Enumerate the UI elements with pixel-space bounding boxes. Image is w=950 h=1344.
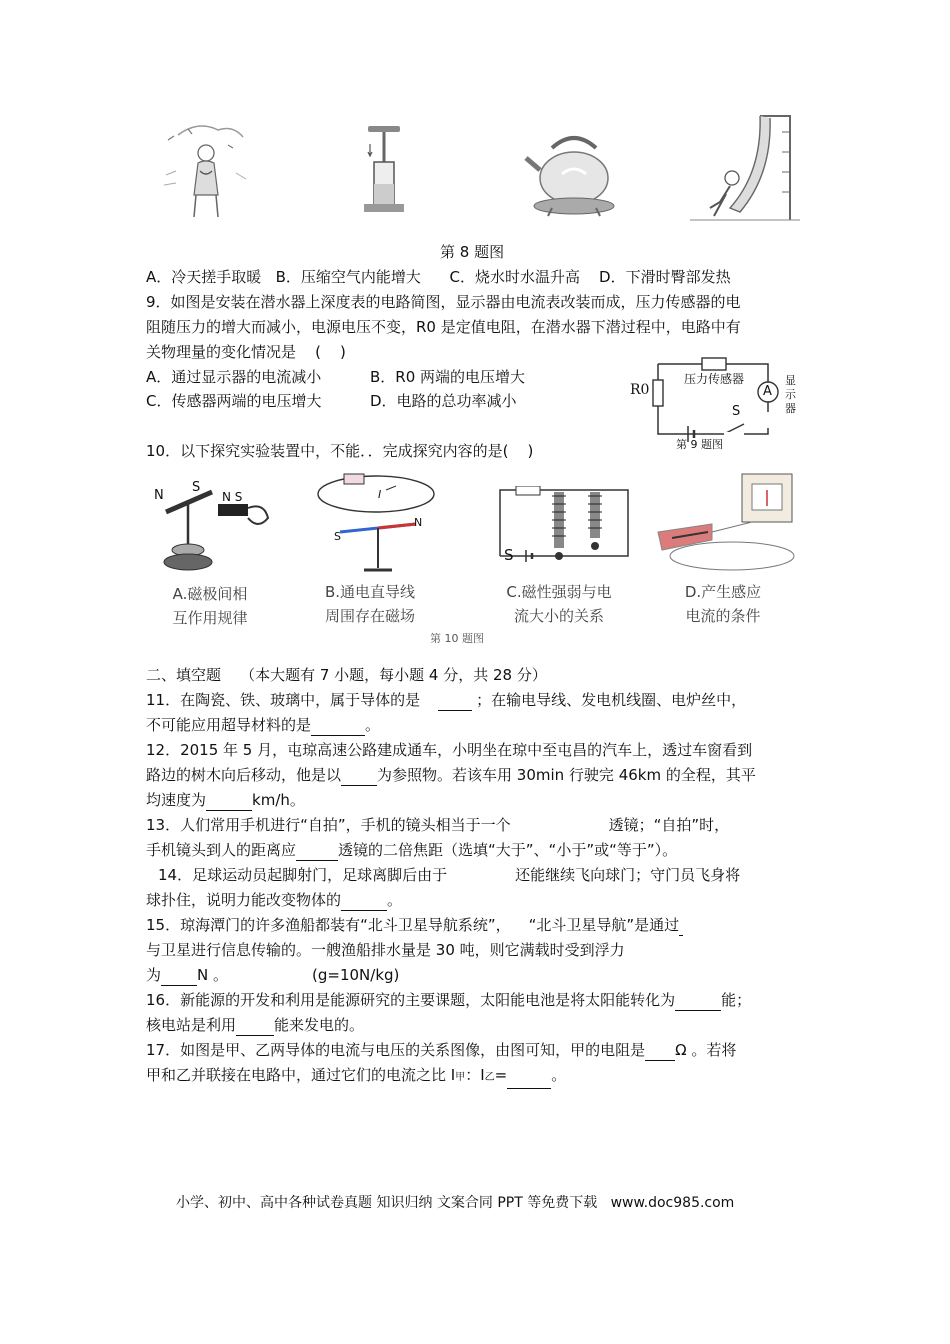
- q8-figure-air-pump: [354, 122, 414, 218]
- q12-text-3b: km/h。: [252, 791, 305, 809]
- q15-line3: [146, 964, 399, 986]
- q16-text-2a: 核电站是利用: [146, 1016, 237, 1034]
- q11-blank-2[interactable]: [311, 719, 365, 736]
- q12-line3: [146, 789, 305, 811]
- q9-circuit-switch-label: S: [732, 404, 741, 419]
- q11-blank-1[interactable]: [438, 694, 472, 711]
- q16-line1: [146, 989, 751, 1011]
- q9-circuit-display-label-1: 显: [785, 374, 796, 387]
- section2-heading: 二、填空题 （本大题有 7 小题，每小题 4 分，共 28 分）: [146, 666, 547, 684]
- q9-circuit-caption: 第 9 题图: [676, 438, 723, 451]
- q10-caption-c-line2: 流大小的关系: [513, 607, 604, 625]
- q8-figure-rubbing-hands: [158, 115, 254, 223]
- q12-blank-1[interactable]: [341, 769, 377, 786]
- q17-blank-2[interactable]: [507, 1072, 551, 1089]
- q11-text-1a: 11．在陶瓷、铁、玻璃中，属于导体的是: [146, 691, 421, 709]
- q9-stem-line3: 关物理量的变化情况是 ( ): [146, 343, 346, 361]
- q10-caption-d-line1: D.产生感应: [684, 583, 762, 601]
- q15-blank-1[interactable]: [679, 919, 683, 936]
- q12-text-2a: 路边的树木向后移动，他是以: [146, 766, 342, 784]
- q11-text-2a: 不可能应用超导材料的是: [146, 716, 312, 734]
- q17-line1: [146, 1039, 736, 1061]
- q10-stem: 10．以下探究实验装置中，不能．．完成探究内容的是( ): [146, 442, 534, 460]
- q10-a-label-n: N: [154, 488, 164, 503]
- q16-text-2b: 能来发电的。: [274, 1016, 365, 1034]
- q10-figure-a-magnet: [152, 478, 272, 574]
- q9-stem-line1: 9．如图是安装在潜水器上深度表的电路简图，显示器由电流表改装而成，压力传感器的电: [146, 293, 741, 311]
- q9-circuit-display-label-2: 示: [785, 388, 796, 401]
- q11-line2: [146, 714, 380, 736]
- q10-caption-b-line2: 周围存在磁场: [324, 607, 415, 625]
- q17-text-1b: Ω 。若将: [675, 1041, 737, 1059]
- q13-text-1b: 透镜；“自拍”时，: [608, 816, 730, 834]
- q12-text-3a: 均速度为: [146, 791, 207, 809]
- q8-figure-caption: 第 8 题图: [440, 243, 505, 261]
- q9-option-a: A．通过显示器的电流减小: [146, 368, 322, 386]
- q10-caption-d-line2: 电流的条件: [685, 607, 761, 625]
- q14-line1: [158, 864, 740, 886]
- q8-options: A．冷天搓手取暖 B．压缩空气内能增大 C．烧水时水温升高 D．下滑时臀部发热: [146, 268, 731, 286]
- q9-option-d: D．电路的总功率减小: [370, 392, 517, 410]
- q8-figure-slide: [690, 112, 800, 224]
- q15-line2: 与卫星进行信息传输的。一艘渔船排水量是 30 吨，则它满载时受到浮力: [146, 941, 625, 959]
- page-footer: 小学、初中、高中各种试卷真题 知识归纳 文案合同 PPT 等免费下载 www.doc985.com: [176, 1195, 735, 1211]
- q15-blank-2[interactable]: [161, 969, 197, 986]
- q11-line1: [146, 689, 746, 711]
- q13-text-2b: 透镜的二倍焦距（选填“大于”、“小于”或“等于”）。: [338, 841, 678, 859]
- q10-c-label-s: S: [504, 546, 514, 564]
- q17-text-2d: 。: [551, 1066, 567, 1084]
- q10-caption-a-line2: 互作用规律: [172, 609, 248, 627]
- q10-figure-caption: 第 10 题图: [430, 632, 484, 645]
- q9-circuit-r0-label: R0: [630, 382, 650, 398]
- q13-text-2a: 手机镜头到人的距离应: [146, 841, 297, 859]
- q10-caption-b-line1: B.通电直导线: [324, 583, 416, 601]
- q16-blank-1[interactable]: [675, 994, 721, 1011]
- q17-line2: [146, 1064, 566, 1089]
- q14-blank-2[interactable]: [341, 894, 387, 911]
- q17-text-2b: ：I: [465, 1066, 485, 1084]
- q10-b-label-i: I: [378, 488, 382, 501]
- q17-subscript-yi: 乙: [484, 1072, 495, 1083]
- q16-text-1a: 16．新能源的开发和利用是能源研究的主要课题，太阳能电池是将太阳能转化为: [146, 991, 676, 1009]
- q14-line2: [146, 889, 402, 911]
- q10-b-label-s: S: [334, 530, 341, 543]
- q13-line1: [146, 814, 729, 836]
- q16-blank-2[interactable]: [236, 1019, 274, 1036]
- q12-line2: [146, 764, 756, 786]
- q10-a-label-s: S: [192, 480, 201, 495]
- q14-text-1a: 14．足球运动员起脚射门，足球离脚后由于: [158, 866, 448, 884]
- q9-stem-line2: 阻随压力的增大而减小，电源电压不变，R0 是定值电阻，在潜水器下潜过程中，电路中有: [146, 318, 741, 336]
- q15-text-1b: “北斗卫星导航”是通过: [528, 916, 680, 934]
- q14-text-2a: 球扑住，说明力能改变物体的: [146, 891, 342, 909]
- q16-text-1b: 能；: [721, 991, 752, 1009]
- q12-blank-2[interactable]: [206, 794, 252, 811]
- q11-text-2b: 。: [365, 716, 381, 734]
- q8-figure-kettle: [522, 118, 626, 222]
- q10-b-label-n: N: [414, 516, 423, 529]
- q17-text-2a: 甲和乙并联接在电路中，通过它们的电流之比 I: [146, 1066, 456, 1084]
- q9-option-b: B．R0 两端的电压增大: [370, 368, 526, 386]
- q15-text-3c: (g=10N/kg): [312, 966, 400, 984]
- q12-line1: 12．2015 年 5 月，屯琼高速公路建成通车，小明坐在琼中至屯昌的汽车上，透过车窗看到: [146, 741, 753, 759]
- q9-circuit-display-label-3: 器: [785, 402, 796, 415]
- q13-line2: [146, 839, 677, 861]
- q15-text-3a: 为: [146, 966, 162, 984]
- q17-subscript-jia: 甲: [455, 1072, 466, 1083]
- q10-figure-c-electromagnets: [496, 486, 636, 570]
- q15-line1: [146, 914, 683, 936]
- q12-text-2b: 为参照物。若该车用 30min 行驶完 46km 的全程，其平: [377, 766, 756, 784]
- q11-text-1b: ；在输电导线、发电机线圈、电炉丝中，: [476, 691, 747, 709]
- q10-figure-d-induction: [652, 470, 802, 580]
- q14-text-1b: 还能继续飞向球门；守门员飞身将: [515, 866, 741, 884]
- q16-line2: [146, 1014, 364, 1036]
- q14-text-2b: 。: [387, 891, 403, 909]
- q17-blank-1[interactable]: [645, 1044, 675, 1061]
- q15-text-1a: 15．琼海潭门的许多渔船都装有“北斗卫星导航系统”，: [146, 916, 511, 934]
- q9-circuit-ammeter-label: A: [763, 384, 772, 399]
- q10-caption-a-line1: A.磁极间相: [172, 585, 248, 603]
- q10-caption-c-line1: C.磁性强弱与电: [506, 583, 612, 601]
- q9-circuit-sensor-label: 压力传感器: [684, 372, 745, 386]
- q10-a-label-ns: N S: [222, 490, 243, 504]
- q13-blank-2[interactable]: [296, 844, 338, 861]
- q9-option-c: C．传感器两端的电压增大: [146, 392, 322, 410]
- q17-text-1a: 17．如图是甲、乙两导体的电流与电压的关系图像，由图可知，甲的电阻是: [146, 1041, 646, 1059]
- q15-text-3b: N 。: [197, 966, 229, 984]
- q17-text-2c: =: [494, 1066, 508, 1084]
- q13-text-1a: 13．人们常用手机进行“自拍”，手机的镜头相当于一个: [146, 816, 511, 834]
